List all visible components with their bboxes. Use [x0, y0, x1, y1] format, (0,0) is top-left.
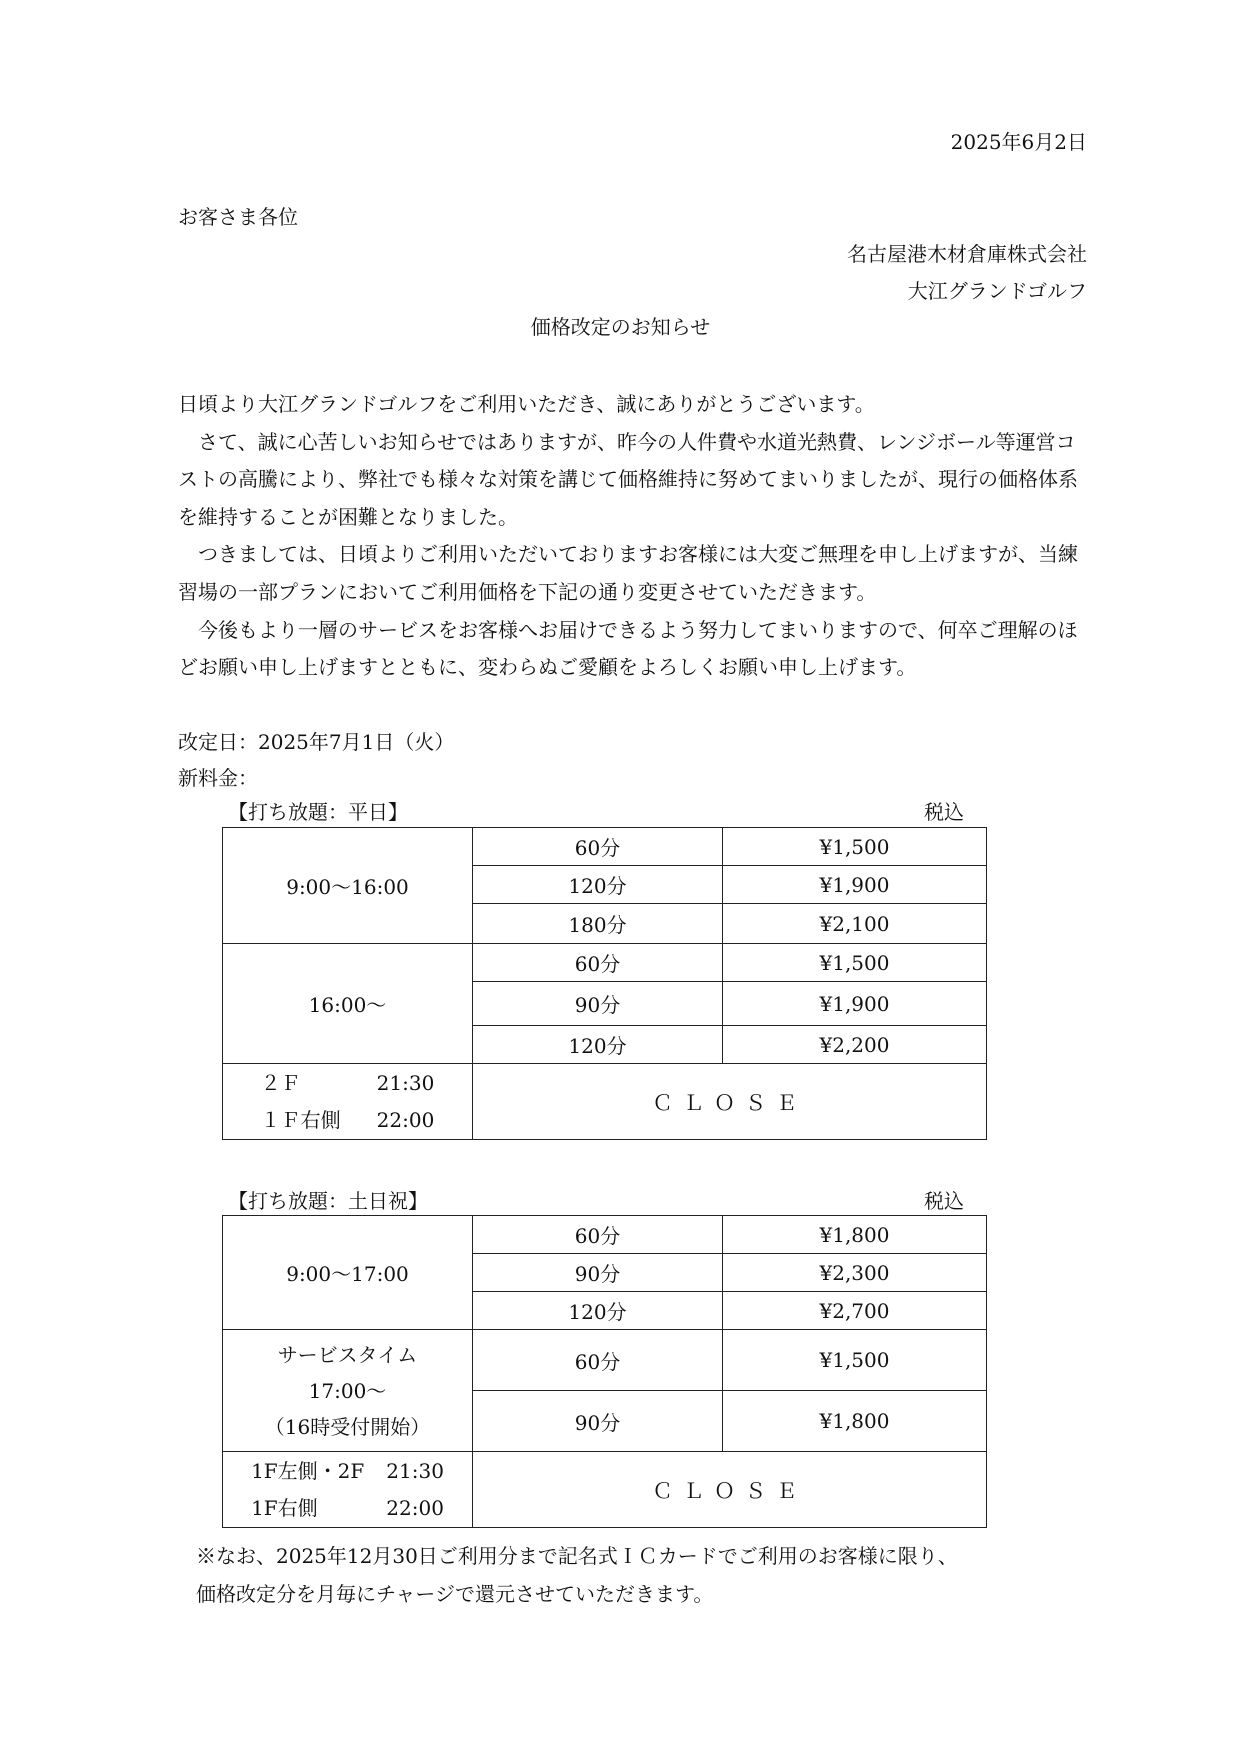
duration-cell: 90分 [473, 982, 723, 1026]
price-cell: ¥1,900 [723, 866, 987, 904]
duration-cell: 120分 [473, 866, 723, 904]
closing-area: 1F左側・2F [251, 1458, 365, 1483]
close-label: ＣＬＯＳＥ [473, 1064, 987, 1140]
service-time-start: 17:00～ [308, 1378, 387, 1403]
price-cell: ¥1,500 [723, 944, 987, 982]
price-cell: ¥2,100 [723, 904, 987, 944]
duration-cell: 60分 [473, 828, 723, 866]
revision-date: 改定日：2025年7月1日（火） [178, 730, 455, 754]
footnote-line-1: ※なお、2025年12月30日ご利用分まで記名式ＩＣカードでご利用のお客様に限り、 [196, 1544, 958, 1568]
document-date: 2025年6月2日 [950, 130, 1087, 154]
price-cell: ¥1,500 [723, 828, 987, 866]
closing-times-cell [223, 1064, 473, 1140]
time-slot-cell: 9:00～17:00 [223, 1216, 473, 1330]
duration-cell: 90分 [473, 1391, 723, 1452]
price-cell: ¥1,500 [723, 1330, 987, 1391]
footnote [196, 1537, 958, 1613]
new-fee-label: 新料金： [178, 766, 258, 790]
closing-area: 1F右側 [251, 1495, 318, 1520]
price-cell: ¥1,800 [723, 1216, 987, 1254]
time-slot-cell: 9:00～16:00 [223, 828, 473, 944]
addressee: お客さま各位 [178, 205, 298, 229]
sender-course: 大江グランドゴルフ [907, 279, 1087, 303]
weekend-fee-table [222, 1215, 987, 1528]
body-paragraph-2: さて、誠に心苦しいお知らせではありますが、昨今の人件費や水道光熱費、レンジボール等運営コストの高騰により、弊社でも様々な対策を講じて価格維持に努めてまいりましたが、現行の価格体系を維持することが困難となりました。 [178, 429, 1078, 529]
price-cell: ¥1,900 [723, 982, 987, 1026]
body-paragraph-3: つきましては、日頃よりご利用いただいておりますお客様には大変ご無理を申し上げますが、当練習場の一部プランにおいてご利用価格を下記の通り変更させていただきます。 [178, 542, 1078, 604]
weekend-heading: 【打ち放題：土日祝】 [228, 1189, 428, 1213]
closing-times [223, 1065, 472, 1139]
close-label: ＣＬＯＳＥ [473, 1452, 987, 1528]
duration-cell: 90分 [473, 1254, 723, 1292]
closing-time: 21:30 [376, 1070, 435, 1095]
closing-time: 22:00 [376, 1107, 435, 1132]
weekend-table-header [222, 1185, 964, 1211]
closing-area: ２Ｆ [260, 1070, 301, 1095]
table-row [223, 1452, 987, 1528]
footnote-line-2: 価格改定分を月毎にチャージで還元させていただきます。 [196, 1582, 714, 1606]
duration-cell: 120分 [473, 1292, 723, 1330]
notice-title: 価格改定のお知らせ [530, 315, 711, 339]
duration-cell: 180分 [473, 904, 723, 944]
body-paragraph-4: 今後もより一層のサービスをお客様へお届けできるよう努力してまいりますので、何卒ご理解のほどお願い申し上げますとともに、変わらぬご愛顧をよろしくお願い申し上げます。 [178, 617, 1078, 680]
weekday-fee-table [222, 827, 987, 1140]
closing-times [223, 1453, 472, 1527]
service-time-reception: （16時受付開始） [264, 1414, 431, 1439]
body-paragraph-1: 日頃より大江グランドゴルフをご利用いただき、誠にありがとうございます。 [178, 392, 875, 416]
price-cell: ¥2,200 [723, 1026, 987, 1064]
price-cell: ¥2,300 [723, 1254, 987, 1292]
duration-cell: 120分 [473, 1026, 723, 1064]
weekday-tax-label: 税込 [924, 800, 964, 824]
duration-cell: 60分 [473, 944, 723, 982]
duration-cell: 60分 [473, 1330, 723, 1391]
closing-time: 22:00 [386, 1495, 444, 1520]
closing-times-cell [223, 1452, 473, 1528]
table-row [223, 828, 987, 866]
service-time-title: サービスタイム [277, 1342, 418, 1367]
table-row [223, 944, 987, 982]
table-row [223, 1216, 987, 1254]
closing-area: １Ｆ右側 [260, 1107, 341, 1132]
time-slot-cell: 16:00～ [223, 944, 473, 1064]
price-cell: ¥2,700 [723, 1292, 987, 1330]
closing-time: 21:30 [386, 1458, 444, 1483]
weekend-tax-label: 税込 [924, 1189, 964, 1213]
table-row [223, 1330, 987, 1391]
price-cell: ¥1,800 [723, 1391, 987, 1452]
table-row [223, 1064, 987, 1140]
service-time-cell [223, 1330, 473, 1452]
weekday-heading: 【打ち放題：平日】 [228, 800, 408, 824]
duration-cell: 60分 [473, 1216, 723, 1254]
notice-body [178, 386, 1093, 687]
sender-company: 名古屋港木材倉庫株式会社 [847, 242, 1087, 266]
weekday-table-header [222, 796, 964, 822]
